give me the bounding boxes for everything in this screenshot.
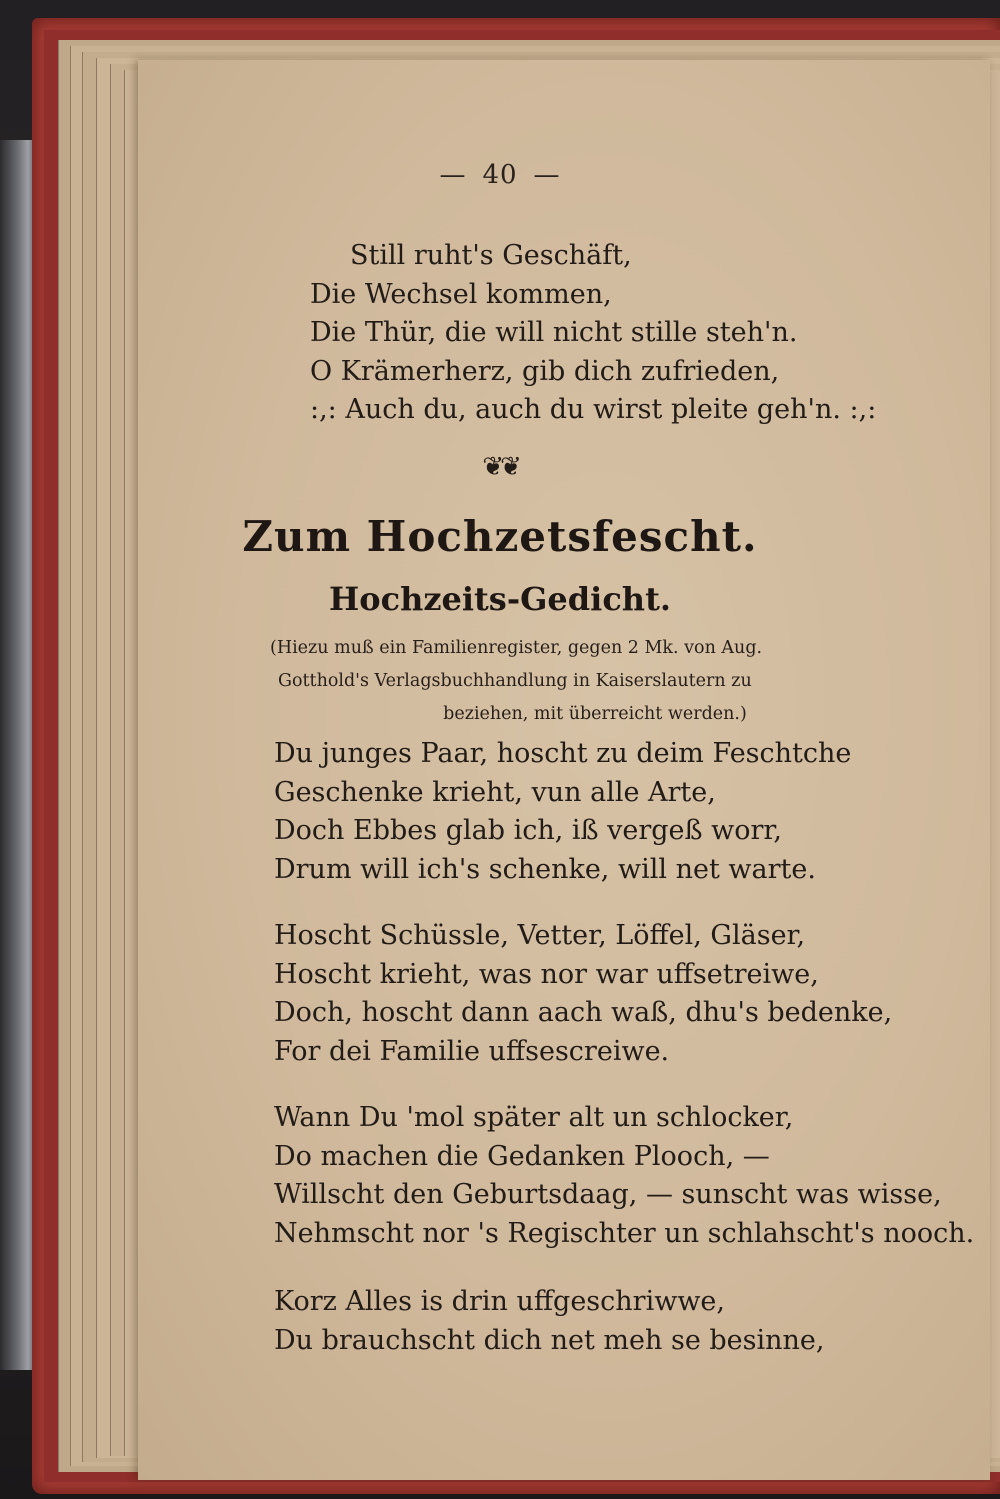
section-note <box>270 632 920 731</box>
poem-line: Still ruht's Geschäft, <box>350 240 632 271</box>
poem-line: Die Wechsel kommen, <box>310 278 612 310</box>
poem-line: O Krämerherz, gib dich zufrieden, <box>310 355 780 387</box>
stanza-2 <box>274 917 892 1071</box>
stanza-4 <box>274 1283 824 1360</box>
stanza-3 <box>274 1099 974 1253</box>
page-number-dash-right: — <box>533 160 561 190</box>
stanza-line: Wann Du 'mol später alt un schlocker, <box>274 1102 794 1133</box>
note-line: beziehen, mit überreicht werden.) <box>443 704 747 724</box>
section-title: Zum Hochzetsfescht. <box>242 512 758 561</box>
note-line: (Hiezu muß ein Familienregister, gegen 2 Mk. von Aug. <box>270 638 763 658</box>
stanza-line: Do machen die Gedanken Plooch, — <box>274 1140 770 1172</box>
stanza-line: For dei Familie uffsescreiwe. <box>274 1035 670 1067</box>
page-number-dash-left: — <box>439 160 467 190</box>
stanza-line: Hoscht Schüssle, Vetter, Löffel, Gläser, <box>274 920 806 951</box>
stanza-line: Doch Ebbes glab ich, iß vergeß worr, <box>274 815 782 846</box>
stanza-line: Du junges Paar, hoscht zu deim Feschtche <box>274 738 852 769</box>
page-number <box>0 160 1000 190</box>
poem-top <box>310 237 876 430</box>
stanza-line: Willscht den Geburtsdaag, — sunscht was wisse, <box>274 1179 942 1210</box>
stanza-line: Drum will ich's schenke, will net warte. <box>274 853 816 885</box>
stanza-1 <box>274 735 851 889</box>
poem-line: Die Thür, die will nicht stille steh'n. <box>310 317 798 348</box>
stanza-line: Du brauchscht dich net meh se besinne, <box>274 1324 825 1356</box>
stanza-line: Korz Alles is drin uffgeschriwwe, <box>274 1286 725 1317</box>
ornament-divider: ❦❦ <box>482 452 518 482</box>
stanza-line: Geschenke krieht, vun alle Arte, <box>274 776 716 808</box>
page-number-value: 40 <box>482 160 518 190</box>
note-line: Gotthold's Verlagsbuchhandlung in Kaiserslautern zu <box>278 671 752 691</box>
poem-line: :,: Auch du, auch du wirst pleite geh'n. :,: <box>310 394 877 425</box>
section-subtitle: Hochzeits-Gedicht. <box>329 580 671 618</box>
stanza-line: Nehmscht nor 's Regischter un schlahscht's nooch. <box>274 1217 975 1249</box>
stanza-line: Doch, hoscht dann aach waß, dhu's bedenke, <box>274 997 893 1028</box>
stanza-line: Hoscht krieht, was nor war uffsetreiwe, <box>274 958 819 990</box>
